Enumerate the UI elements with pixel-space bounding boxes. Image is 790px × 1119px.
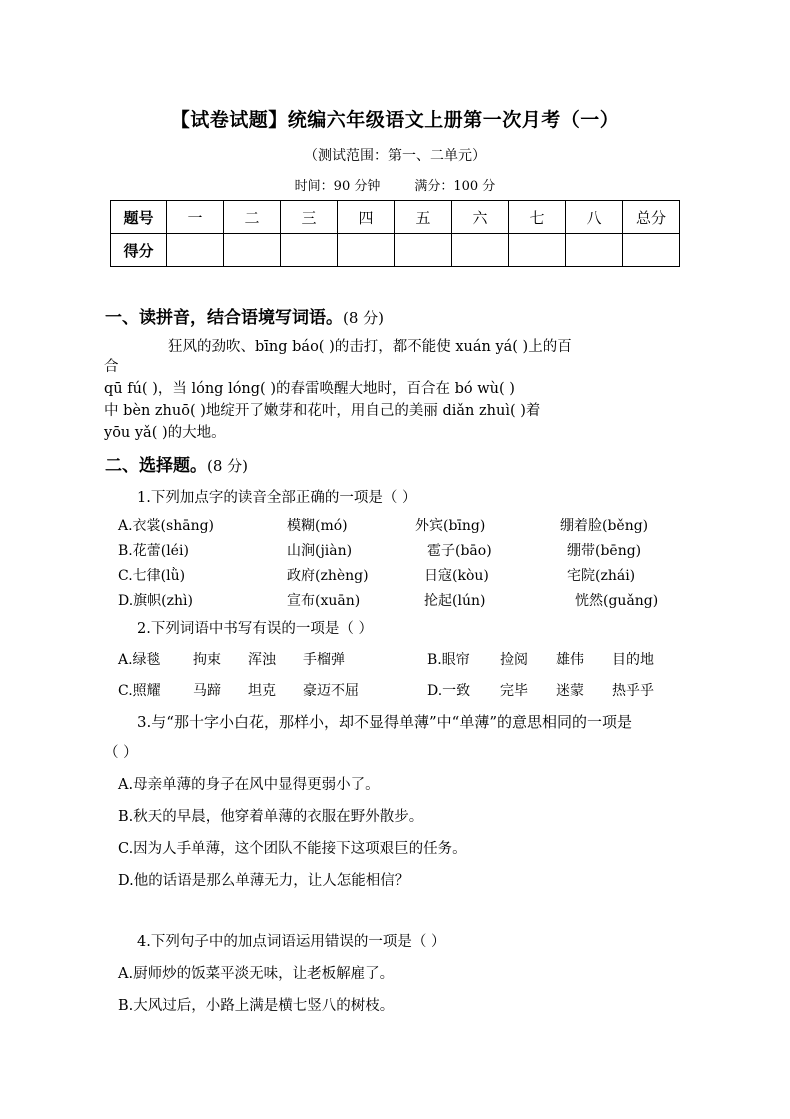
exam-title: 【试卷试题】统编六年级语文上册第一次月考（一）	[170, 109, 620, 131]
q3-option-d: D.他的话语是那么单薄无力，让人怎能相信？	[118, 873, 410, 889]
score-cell[interactable]	[452, 234, 509, 267]
score-cell[interactable]	[623, 234, 680, 267]
q2-b-1: B.眼帘	[427, 652, 470, 668]
q1-d-2: 宣布(xuān)	[287, 593, 361, 609]
q3-stem: 3.与“那十字小白花，那样小，却不显得单薄”中“单薄”的意思相同的一项是	[137, 713, 632, 731]
q2-d-1: D.一致	[427, 683, 471, 699]
q4-stem: 4.下列句子中的加点词语运用错误的一项是（ ）	[137, 934, 446, 950]
score-cell[interactable]	[224, 234, 281, 267]
q1-b-1: B.花蕾(léi)	[118, 543, 189, 559]
q2-c-2: 马蹄	[193, 683, 221, 699]
score-cell[interactable]	[167, 234, 224, 267]
col-5: 五	[395, 201, 452, 234]
q2-c-3: 坦克	[248, 683, 276, 699]
q3-blank: （ ）	[104, 745, 138, 761]
q2-a-3: 浑浊	[248, 652, 276, 668]
score-table-header-row	[111, 201, 680, 234]
q1-a-2: 模糊(mó)	[287, 518, 348, 534]
exam-time: 时间：90 分钟	[294, 179, 381, 194]
col-4: 四	[338, 201, 395, 234]
score-cell[interactable]	[395, 234, 452, 267]
q3-option-c: C.因为人手单薄，这个团队不能接下这项艰巨的任务。	[118, 841, 467, 857]
section1-line-2: 合	[104, 359, 119, 375]
q3-option-b: B.秋天的早晨，他穿着单薄的衣服在野外散步。	[118, 809, 424, 825]
score-cell[interactable]	[338, 234, 395, 267]
q1-b-3: 雹子(bāo)	[427, 543, 492, 559]
q2-c-1: C.照耀	[118, 683, 161, 699]
col-total: 总分	[623, 201, 680, 234]
col-1: 一	[167, 201, 224, 234]
q1-d-3: 抡起(lún)	[424, 593, 486, 609]
q1-a-3: 外宾(bīng)	[415, 518, 486, 534]
q2-c-4: 豪迈不屈	[303, 683, 359, 699]
q2-d-4: 热乎乎	[612, 683, 654, 699]
q4-option-b: B.大风过后，小路上满是横七竖八的树枝。	[118, 998, 395, 1014]
q1-stem: 1.下列加点字的读音全部正确的一项是（ ）	[137, 490, 417, 506]
q4-option-a: A.厨师炒的饭菜平淡无味，让老板解雇了。	[118, 966, 395, 982]
exam-time-score	[0, 175, 790, 194]
section1-line-3: qū fú( )，当 lóng lóng( )的春雷唤醒大地时，百合在 bó wù( )	[104, 381, 515, 397]
q2-a-2: 拘束	[193, 652, 221, 668]
exam-scope: （测试范围：第一、二单元）	[304, 148, 486, 164]
section1-line-5: yōu yǎ( )的大地。	[104, 425, 226, 441]
q1-b-4: 绷带(bēng)	[567, 543, 642, 559]
col-7: 七	[509, 201, 566, 234]
q1-b-2: 山涧(jiàn)	[287, 543, 353, 559]
row-label-question: 题号	[111, 201, 167, 234]
row-label-score: 得分	[111, 234, 167, 267]
q2-a-1: A.绿毯	[118, 652, 161, 668]
q2-b-2: 捡阅	[500, 652, 528, 668]
section1-line-1: 狂风的劲吹、bīng báo( )的击打，都不能使 xuán yá( )上的百	[168, 339, 572, 355]
col-3: 三	[281, 201, 338, 234]
q1-a-4: 绷着脸(běng)	[560, 518, 649, 534]
score-cell[interactable]	[566, 234, 623, 267]
section1-title: 一、读拼音，结合语境写词语。	[105, 308, 343, 328]
exam-full-score: 满分：100 分	[414, 179, 496, 194]
section2-heading	[105, 451, 248, 476]
q2-b-4: 目的地	[612, 652, 654, 668]
q1-c-4: 宅院(zhái)	[567, 568, 636, 584]
q1-a-1: A.衣裳(shāng)	[118, 518, 215, 534]
q1-c-1: C.七律(lǜ)	[118, 568, 186, 584]
q2-a-4: 手榴弹	[303, 652, 345, 668]
q1-c-3: 日寇(kòu)	[424, 568, 489, 584]
q1-d-4: 恍然(guǎng)	[575, 593, 659, 609]
col-8: 八	[566, 201, 623, 234]
score-cell[interactable]	[281, 234, 338, 267]
section1-line-4: 中 bèn zhuō( )地绽开了嫩芽和花叶，用自己的美丽 diǎn zhuì( )着	[104, 403, 541, 419]
section1-points: (8 分)	[343, 309, 385, 327]
q2-b-3: 雄伟	[556, 652, 584, 668]
section2-title: 二、选择题。	[105, 456, 207, 476]
section1-heading	[105, 303, 384, 328]
q3-option-a: A.母亲单薄的身子在风中显得更弱小了。	[118, 777, 380, 793]
section2-points: (8 分)	[207, 457, 249, 475]
q2-d-3: 迷蒙	[556, 683, 584, 699]
q1-d-1: D.旗帜(zhì)	[118, 593, 193, 609]
col-6: 六	[452, 201, 509, 234]
q2-d-2: 完毕	[500, 683, 528, 699]
q1-c-2: 政府(zhèng)	[287, 568, 369, 584]
score-table	[110, 200, 680, 267]
score-cell[interactable]	[509, 234, 566, 267]
score-table-score-row	[111, 234, 680, 267]
col-2: 二	[224, 201, 281, 234]
q2-stem: 2.下列词语中书写有误的一项是（ ）	[137, 621, 373, 637]
